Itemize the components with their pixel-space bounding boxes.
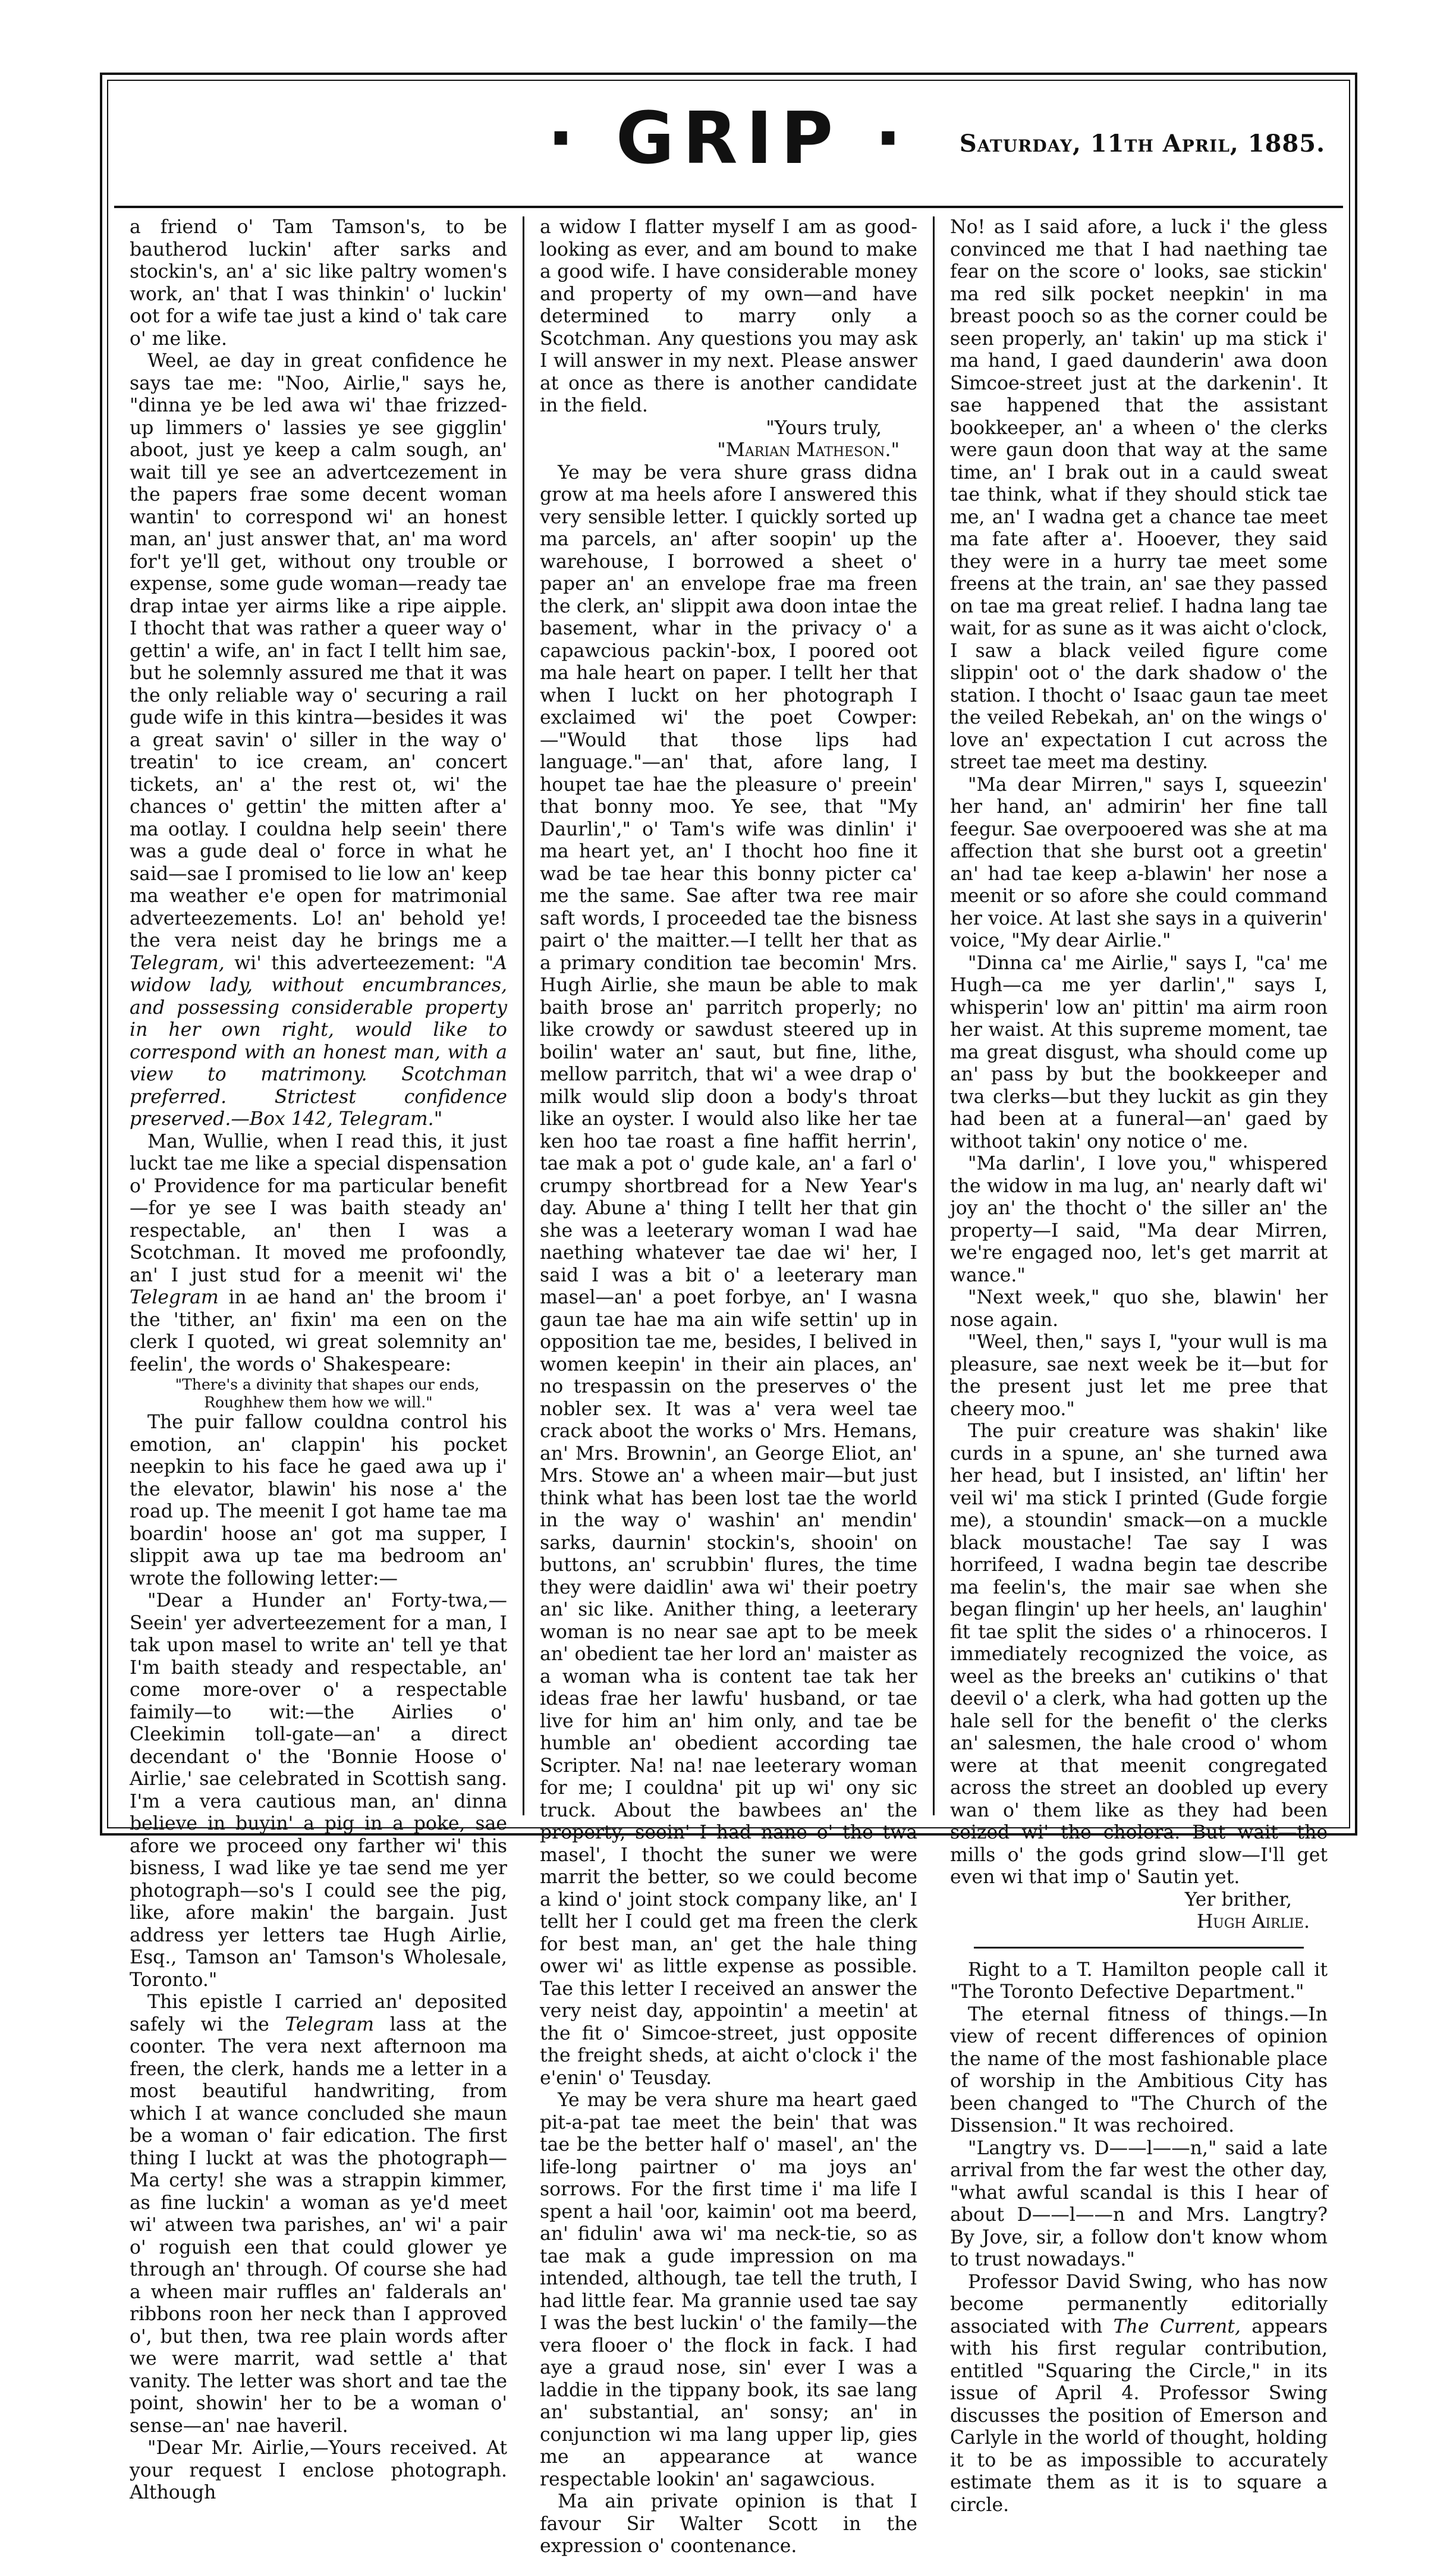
newspaper-name: Telegram <box>285 2013 375 2035</box>
letter-paragraph: "Dear a Hunder an' Forty-twa,—Seein' yer adverteezement for a man, I tak upon masel to write an' tell ye that I'm baith steady and respectable, an' come more-over o' a respectable faimily—to wit:—the Airlies o' Cleekimin toll-gate—an' a direct decendant o' the 'Bonnie Hoose o' Airlie,' sae celebrated in Scottish sang. I'm a vera cautious man, an' dinna believe in buyin' a pig in a poke, sae afore we proceed ony farther wi' this bisness, I wad like ye tae send me yer photograph—so's I could see the pig, like, afore makin' the bargain. Just address yer letters tae Hugh Airlie, Esq., Tamson an' Tamson's Wholesale, Toronto." <box>130 1590 507 1991</box>
newspaper-name: Telegram <box>130 1287 219 1308</box>
paragraph: "Dinna ca' me Airlie," says I, "ca' me Hugh—ca me yer darlin'," says I, whisperin' low an' pittin' ma airm roon her waist. At this supreme moment, tae ma great disgust, wha should come up an' pass by but the bookkeeper and twa clerks—but they luckit as gin they had been at a funeral—an' gaed by withoot takin' ony notice o' me. <box>950 952 1328 1152</box>
paragraph: Ye may be vera shure ma heart gaed pit-a-pat tae meet the bein' that was tae be the better half o' masel', an' the life-long pairtner o' ma joys an' sorrows. For the first time i' ma life I spent a hail 'oor, kaimin' oot ma beerd, an' fidulin' awa wi' ma neck-tie, so as tae mak a gude impression on ma intended, although, tae tell the truth, I had little fear. Ma grannie used tae say I was the best luckin' o' the family—the vera flooer o' the flock in fack. I had aye a graud nose, sin' ever I was a laddie in the tippany book, its sae lang an' substantial, an' sonsy; an' in conjunction wi ma lang upper lip, gies me an appearance at wance respectable lookin' an' sagawcious. <box>540 2089 917 2490</box>
paragraph: No! as I said afore, a luck i' the gless convinced me that I had naething tae fear on the score o' looks, sae stickin' ma red silk pocket neepkin' in ma breast pooch so as the corner could be seen properly, an' takin' up ma stick i' ma hand, I gaed daunderin' awa doon Simcoe-street just at the darkenin'. It sae happened that the assistant bookkeeper, an' a wheen o' the clerks were gaun doon that way at the same time, an' I brak out in a cauld sweat tae think, what if they should stick tae me, an' I wadna get a chance tae meet ma fate after a'. Hooever, they said they were in a hurry tae meet some freens at the train, an' sae they passed on tae ma great relief. I hadna lang tae wait, for as sune as it was aicht o'clock, I saw a black veiled figure come slippin' oot o' the dark shadow o' the station. I thocht o' Isaac gaun tae meet the veiled Rebekah, an' on the wings o' love an' expectation I cut across the street tae meet ma destiny. <box>950 216 1328 773</box>
news-item: The eternal fitness of things.—In view of recent differences of opinion the name of the most fashionable place of worship in the Ambitious City has been changed to "The Church of the Dissension." It was rechoired. <box>950 2003 1328 2136</box>
section-divider <box>974 1947 1304 1949</box>
paragraph: "Ma dear Mirren," says I, squeezin' her hand, an' admirin' her fine tall feegur. Sae overpooered was she at ma affection that she burst oot a greetin' an' had tae keep a-blawin' her nose a meenit or so afore she could command her voice. At last she says in a quiverin' voice, "My dear Airlie." <box>950 774 1328 951</box>
shakespeare-quote: "There's a divinity that shapes our ends, Roughhew them how we will." <box>175 1376 480 1411</box>
letter-signature: Hugh Airlie. <box>1196 1911 1310 1932</box>
publication-name: The Current, <box>1113 2315 1241 2337</box>
letter-closing: "Yours truly, <box>766 417 882 439</box>
masthead-title: · GRIP · <box>547 98 910 180</box>
paragraph: Weel, ae day in great confidence he says tae me: "Noo, Airlie," says he, "dinna ye be led awa wi' thae frizzed-up limmers o' lassies ye see gigglin' aboot, just ye keep a calm sough, an' wait till ye see an advertcezement in the papers frae some decent woman wantin' to correspond wi' an honest man, an' just answer that, an' ma word for't ye'll get, without ony trouble or expense, some gude woman—ready tae drap intae yer airms like a ripe aipple. I thocht that was rather a queer way o' gettin' a wife, an' in fact I tellt him sae, but he solemnly assured me that it was the only reliable way o' securing a rail gude wife in this kintra—besides it was a great savin' o' siller in the way o' treatin' to ice cream, an' concert tickets, an' a' the rest ot, wi' the chances o' gettin' the mitten after a' ma ootlay. I couldna help seein' there was a gude deal o' force in what he said—sae I promised to lie low an' keep ma weather e'e open for matrimonial adverteezements. Lo! an' behold ye! the vera neist day he brings me a Telegram, wi' this adverteezement: "A widow lady, without encumbrances, and possessing considerable property in her own right, would like to correspond with an honest man, with a view to matrimony. Scotchman preferred. Strictest confidence preserved.—Box 142, Telegram." <box>130 350 507 1130</box>
paragraph: The puir fallow couldna control his emotion, an' clappin' his pocket neepkin to his face he gaed awa up i' the elevator, blawin' his nose a' the road up. The meenit I got hame tae ma boardin' hoose an' got ma supper, I slippit awa up tae ma bedroom an' wrote the following letter:— <box>130 1412 507 1589</box>
letter-signature: "Marian Matheson." <box>717 439 900 461</box>
letter-paragraph: "Dear Mr. Airlie,—Yours received. At your request I enclose photograph. Although <box>130 2437 507 2503</box>
column-2 <box>523 216 933 2557</box>
paragraph: Ma ain private opinion is that I favour Sir Walter Scott in the expression o' coontenance. <box>540 2491 917 2557</box>
paragraph: "Weel, then," says I, "your wull is ma pleasure, sae next week be it—but for the present just let me pree that cheery moo." <box>950 1331 1328 1420</box>
column-1 <box>114 216 523 2503</box>
news-item: "Langtry vs. D——l——n," said a late arrival from the far west the other day, "what awful scandal is this I hear of about D——l——n and Mrs. Langtry? By Jove, sir, a follow don't know whom to trust nowadays." <box>950 2137 1328 2270</box>
letter-paragraph: a widow I flatter myself I am as good-looking as ever, and am bound to make a good wife. I have considerable money and property of my own—and have determined to marry only a Scotchman. Any questions you may ask I will answer in my next. Please answer at once as there is another candidate in the field. <box>540 216 917 416</box>
column-3 <box>933 216 1343 2516</box>
masthead <box>114 87 1343 208</box>
paragraph: "Next week," quo she, blawin' her nose again. <box>950 1287 1328 1331</box>
newspaper-name: Telegram, <box>130 952 225 974</box>
letter-closing: Yer brither, <box>1184 1888 1292 1910</box>
advertisement-text: A widow lady, without encumbrances, and possessing considerable property in her own right, would like to correspond with an honest man, with a view to matrimony. Scotchman preferred. Strictest confidence preserved.—Box 142, Telegram. <box>130 952 507 1130</box>
paragraph: This epistle I carried an' deposited safely wi the Telegram lass at the coonter. The vera next afternoon ma freen, the clerk, hands me a letter in a most beautiful handwriting, from which I at wance concluded she maun be a woman o' fair edication. The first thing I luckt at was the photograph—Ma certy! she was a strappin kimmer, as fine luckin' a woman as ye'd meet wi' atween twa parishes, an' wi' a pair o' roguish een that could glower ye through an' through. Of course she had a wheen mair ruffles an' falderals an' ribbons roon her neck than I approved o', but then, twa ree plain words after we were marrit, wad settle a' that vanity. The letter was short and tae the point, showin' her to be a woman o' sense—an' nae haveril. <box>130 1991 507 2437</box>
news-item: Professor David Swing, who has now become permanently editorially associated with The Current, appears with his first regular contribution, entitled "Squaring the Circle," in its issue of April 4. Professor Swing discusses the position of Emerson and Carlyle in the world of thought, holding it to be as impossible to accurately estimate them as it is to square a circle. <box>950 2271 1328 2516</box>
page-frame <box>100 73 1357 2557</box>
paragraph: Ye may be vera shure grass didna grow at ma heels afore I answered this very sensible letter. I quickly sorted up ma parcels, an' after soopin' up the warehouse, I borrowed a sheet o' paper an' an envelope frae ma freen the clerk, an' slippit awa doon intae the basement, whar in the privacy o' a capawcious packin'-box, I poored oot ma hale heart on paper. I tellt her that when I luckt on her photograph I exclaimed wi' the poet Cowper:—"Would that those lips had language."—an' that, afore lang, I houpet tae hae the pleasure o' preein' that bonny moo. Ye see, that "My Daurlin'," o' Tam's wife was dinlin' i' ma heart yet, an' I thocht hoo fine it wad be tae hear this bonny picter ca' me the same. Sae after twa ree mair saft words, I proceeded tae the bisness pairt o' the maitter.—I tellt her that as a primary condition tae becomin' Mrs. Hugh Airlie, she maun be able to mak baith brose an' parritch properly; no like crowdy or sawdust steered up in boilin' water an' saut, but fine, lithe, mellow parritch, that wi' a wee drap o' milk would slip doon a body's throat like an oyster. I would also like her tae ken hoo tae roast a fine haffit herrin', tae mak a pot o' gude kale, an' a farl o' crumpy shortbread for a New Year's day. Abune a' thing I tellt her that gin she was a leeterary woman I wad hae naething whatever tae dae wi' her, I said I was a bit o' a leeterary man masel—an' a poet forbye, an' I wasna gaun tae hae ma ain wife settin' up in opposition tae me, besides, I belived in women keepin' in their ain places, an' no trespassin on the preserves o' the nobler sex. It was a' vera weel tae crack aboot the works o' Mrs. Hemans, an' Mrs. Brownin', an George Eliot, an' Mrs. Stowe an' a wheen mair—but just think what has been lost tae the world in the way o' washin' an' mendin' sarks, daurnin' stockin's, shooin' on buttons, an' scrubbin' flures, the time they were daidlin' awa wi' their poetry an' sic like. Anither thing, a leeterary woman is no near sae apt to be meek an' obedient tae her lord an' maister as a woman wha is content tae tak her ideas frae her lawfu' husband, or tae live for him an' him only, and tae be humble an' obedient according tae Scripter. Na! na! nae leeterary woman for me; I couldna' pit up wi' ony sic truck. About the bawbees an' the property, seein' I had nane o' the twa masel', I thocht the suner we were marrit the better, so we could become a kind o' joint stock company like, an' I tellt her I could get ma freen the clerk for best man, an' get the hale thing ower wi' as little expense as possible. Tae this letter I received an answer the very neist day, appointin' a meetin' at the fit o' Simcoe-street, just opposite the freight sheds, at aicht o'clock i' the e'enin' o' Teusday. <box>540 461 917 2089</box>
article-columns <box>114 216 1343 2557</box>
issue-date: Saturday, 11th April, 1885. <box>959 130 1325 158</box>
paragraph: The puir creature was shakin' like curds in a spune, an' she turned awa her head, but I insisted, an' liftin' her veil wi' ma stick I printed (Gude forgie me), a stoundin' smack—on a muckle black moustache! Tae say I was horrifeed, I wadna begin tae describe ma feelin's, the mair sae when she began flingin' up her heels, an' laughin' fit tae split the sides o' a rhinoceros. I immediately recognized the voice, as weel as the breeks an' cutikins o' that deevil o' a clerk, wha had gotten up the hale sell for the benefit o' the clerks an' salesmen, the hale crood o' whom were at that meenit congregated across the street an doobled up every wan o' them like as they had been seized wi' the cholera. But wait—the mills o' the gods grind slow—I'll get even wi that imp o' Sautin yet. <box>950 1421 1328 1888</box>
news-item: Right to a T. Hamilton people call it "The Toronto Defective Department." <box>950 1959 1328 2003</box>
paragraph: "Ma darlin', I love you," whispered the widow in ma lug, an' nearly daft wi' joy an' the thocht o' the siller an' the property—I said, "Ma dear Mirren, we're engaged noo, let's get marrit at wance." <box>950 1153 1328 1286</box>
paragraph: a friend o' Tam Tamson's, to be bautherod luckin' after sarks and stockin's, an' a' sic like paltry women's work, an' that I was thinkin' o' luckin' oot for a wife tae just a kind o' tak care o' me like. <box>130 216 507 350</box>
paragraph: Man, Wullie, when I read this, it just luckt tae me like a special dispensation o' Providence for ma particular benefit—for ye see I was baith steady an' respectable, an' then I was a Scotchman. It moved me profoondly, an' I just stud for a meenit wi' the Telegram in ae hand an' the broom i' the 'tither, an' fixin' ma een on the clerk I quoted, wi great solemnity an' feelin', the words o' Shakespeare: <box>130 1130 507 1375</box>
